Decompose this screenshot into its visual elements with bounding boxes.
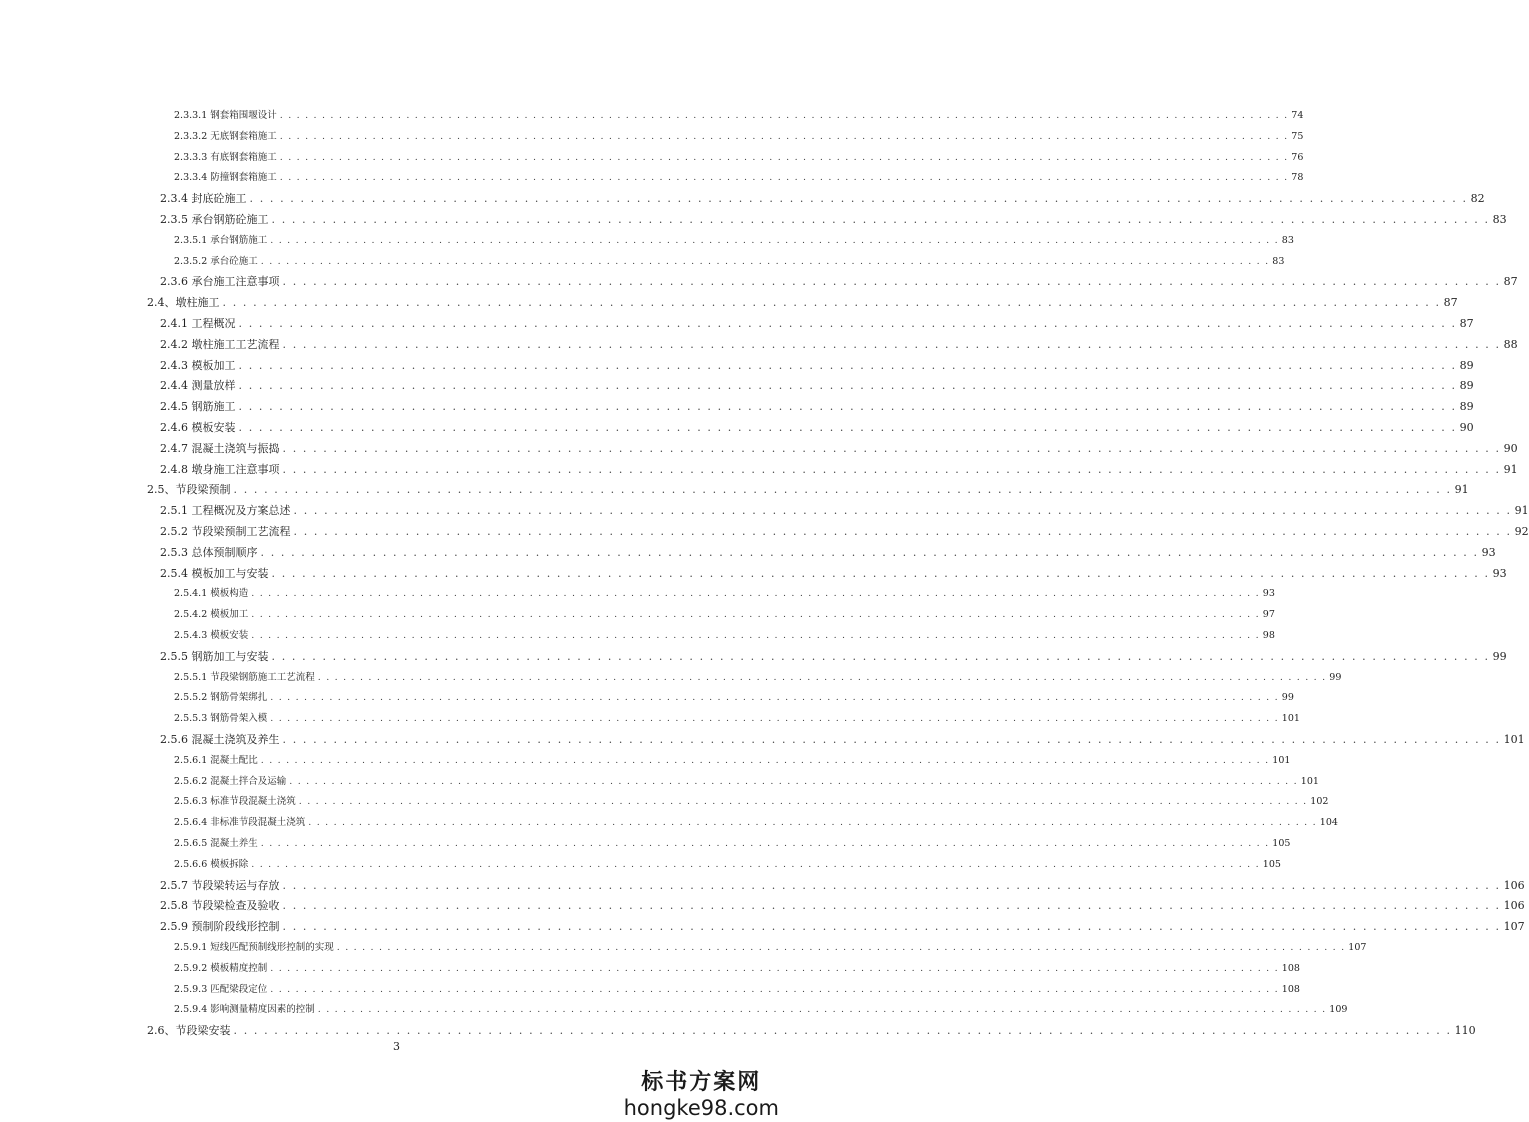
toc-entry-title: 2.5.7 节段梁转运与存放 [160, 878, 280, 892]
toc-entry-page: 74 [1291, 110, 1304, 121]
toc-entry-page: 87 [1443, 296, 1458, 310]
toc-entry-title: 2.5.8 节段梁检查及验收 [160, 899, 280, 913]
toc-dot-leader: . . . . . . . . . . . . . . . . . . . . . . . . . . . . . . . . . . . . . . . . . . . . . . . . . . . . . . . . . . . . . . . . . . . . . . . . . . . . . . . . . . . . . . . . . . . . . . . . . . . . . . . . . . . . . . . . . . . . . . . . [308, 817, 1317, 829]
toc-entry-page: 83 [1492, 213, 1507, 226]
toc-dot-leader: . . . . . . . . . . . . . . . . . . . . . . . . . . . . . . . . . . . . . . . . . . . . . . . . . . . . . . . . . . . . . . . . . . . . . . . . . . . . . . . . . . . . . . . . . . . . . . . . . . . . . . . . . . . . . . . . . . . . . . . . [238, 317, 1457, 330]
toc-entry-title: 2.3.4 封底砼施工 [160, 192, 247, 206]
toc-dot-leader: . . . . . . . . . . . . . . . . . . . . . . . . . . . . . . . . . . . . . . . . . . . . . . . . . . . . . . . . . . . . . . . . . . . . . . . . . . . . . . . . . . . . . . . . . . . . . . . . . . . . . . . . . . . . . . . . . . . . . . . . [238, 421, 1457, 434]
toc-entry-title: 2.5.5.3 钢筋骨架入模 [174, 713, 268, 725]
toc-entry[interactable] [160, 501, 1529, 522]
toc-entry[interactable] [174, 148, 1304, 169]
toc-entry-page: 108 [1281, 983, 1300, 995]
toc-entry-title: 2.4.2 墩柱施工工艺流程 [160, 337, 280, 351]
toc-entry-page: 83 [1281, 234, 1294, 246]
toc-dot-leader: . . . . . . . . . . . . . . . . . . . . . . . . . . . . . . . . . . . . . . . . . . . . . . . . . . . . . . . . . . . . . . . . . . . . . . . . . . . . . . . . . . . . . . . . . . . . . . . . . . . . . . . . . . . . . . . . . . . . . . . . [222, 296, 1441, 310]
toc-dot-leader: . . . . . . . . . . . . . . . . . . . . . . . . . . . . . . . . . . . . . . . . . . . . . . . . . . . . . . . . . . . . . . . . . . . . . . . . . . . . . . . . . . . . . . . . . . . . . . . . . . . . . . . . . . . . . . . . . . . . . . . . [270, 234, 1279, 246]
toc-entry-page: 108 [1281, 962, 1300, 974]
toc-entry-page: 92 [1514, 525, 1529, 538]
toc-entry-page: 93 [1481, 545, 1496, 559]
toc-entry[interactable] [174, 834, 1291, 855]
toc-entry-title: 2.5.6.3 标准节段混凝土浇筑 [174, 796, 296, 808]
toc-dot-leader: . . . . . . . . . . . . . . . . . . . . . . . . . . . . . . . . . . . . . . . . . . . . . . . . . . . . . . . . . . . . . . . . . . . . . . . . . . . . . . . . . . . . . . . . . . . . . . . . . . . . . . . . . . . . . . . . . . . . . . . . [251, 858, 1260, 870]
toc-entry[interactable] [160, 376, 1474, 397]
toc-dot-leader: . . . . . . . . . . . . . . . . . . . . . . . . . . . . . . . . . . . . . . . . . . . . . . . . . . . . . . . . . . . . . . . . . . . . . . . . . . . . . . . . . . . . . . . . . . . . . . . . . . . . . . . . . . . . . . . . . . . . . . . . [293, 525, 1512, 538]
toc-entry-page: 89 [1459, 358, 1474, 372]
toc-dot-leader: . . . . . . . . . . . . . . . . . . . . . . . . . . . . . . . . . . . . . . . . . . . . . . . . . . . . . . . . . . . . . . . . . . . . . . . . . . . . . . . . . . . . . . . . . . . . . . . . . . . . . . . . . . . . . . . . . . . . . . . . [282, 441, 1501, 455]
toc-entry-title: 2.4.8 墩身施工注意事项 [160, 462, 280, 476]
toc-dot-leader: . . . . . . . . . . . . . . . . . . . . . . . . . . . . . . . . . . . . . . . . . . . . . . . . . . . . . . . . . . . . . . . . . . . . . . . . . . . . . . . . . . . . . . . . . . . . . . . . . . . . . . . . . . . . . . . . . . . . . . . . [270, 713, 1279, 725]
toc-dot-leader: . . . . . . . . . . . . . . . . . . . . . . . . . . . . . . . . . . . . . . . . . . . . . . . . . . . . . . . . . . . . . . . . . . . . . . . . . . . . . . . . . . . . . . . . . . . . . . . . . . . . . . . . . . . . . . . . . . . . . . . . [251, 609, 1260, 621]
toc-entry[interactable] [174, 168, 1304, 189]
toc-entry[interactable] [174, 959, 1300, 980]
toc-entry[interactable] [174, 106, 1304, 127]
toc-entry-page: 82 [1470, 192, 1485, 206]
toc-entry-title: 2.4.4 测量放样 [160, 379, 236, 393]
toc-entry[interactable] [160, 418, 1474, 439]
toc-dot-leader: . . . . . . . . . . . . . . . . . . . . . . . . . . . . . . . . . . . . . . . . . . . . . . . . . . . . . . . . . . . . . . . . . . . . . . . . . . . . . . . . . . . . . . . . . . . . . . . . . . . . . . . . . . . . . . . . . . . . . . . . [238, 358, 1457, 372]
toc-dot-leader: . . . . . . . . . . . . . . . . . . . . . . . . . . . . . . . . . . . . . . . . . . . . . . . . . . . . . . . . . . . . . . . . . . . . . . . . . . . . . . . . . . . . . . . . . . . . . . . . . . . . . . . . . . . . . . . . . . . . . . . . [289, 775, 1298, 787]
toc-entry-title: 2.3.3.2 无底钢套箱施工 [174, 130, 277, 142]
toc-entry[interactable] [160, 564, 1507, 585]
toc-dot-leader: . . . . . . . . . . . . . . . . . . . . . . . . . . . . . . . . . . . . . . . . . . . . . . . . . . . . . . . . . . . . . . . . . . . . . . . . . . . . . . . . . . . . . . . . . . . . . . . . . . . . . . . . . . . . . . . . . . . . . . . . [317, 1004, 1327, 1016]
toc-entry-page: 87 [1459, 317, 1474, 330]
toc-dot-leader: . . . . . . . . . . . . . . . . . . . . . . . . . . . . . . . . . . . . . . . . . . . . . . . . . . . . . . . . . . . . . . . . . . . . . . . . . . . . . . . . . . . . . . . . . . . . . . . . . . . . . . . . . . . . . . . . . . . . . . . . [282, 337, 1501, 351]
toc-entry[interactable] [160, 189, 1485, 210]
toc-entry-page: 89 [1459, 379, 1474, 393]
watermark-en-text: hongke98.com [623, 1096, 779, 1120]
toc-entry[interactable] [174, 709, 1300, 730]
toc-entry[interactable] [174, 626, 1275, 647]
toc-entry-title: 2.5.9.2 模板精度控制 [174, 962, 268, 974]
toc-dot-leader: . . . . . . . . . . . . . . . . . . . . . . . . . . . . . . . . . . . . . . . . . . . . . . . . . . . . . . . . . . . . . . . . . . . . . . . . . . . . . . . . . . . . . . . . . . . . . . . . . . . . . . . . . . . . . . . . . . . . . . . . [233, 1024, 1452, 1038]
toc-entry-title: 2.3.3.4 防撞钢套箱施工 [174, 172, 277, 184]
toc-entry[interactable] [174, 751, 1291, 772]
toc-dot-leader: . . . . . . . . . . . . . . . . . . . . . . . . . . . . . . . . . . . . . . . . . . . . . . . . . . . . . . . . . . . . . . . . . . . . . . . . . . . . . . . . . . . . . . . . . . . . . . . . . . . . . . . . . . . . . . . . . . . . . . . . [260, 545, 1479, 559]
toc-entry-title: 2.5.6.2 混凝土拌合及运输 [174, 775, 287, 787]
toc-entry-page: 78 [1291, 172, 1304, 184]
toc-entry-page: 101 [1300, 775, 1319, 787]
toc-entry-title: 2.5.4.3 模板安装 [174, 630, 249, 641]
toc-entry[interactable] [147, 1021, 1476, 1042]
toc-dot-leader: . . . . . . . . . . . . . . . . . . . . . . . . . . . . . . . . . . . . . . . . . . . . . . . . . . . . . . . . . . . . . . . . . . . . . . . . . . . . . . . . . . . . . . . . . . . . . . . . . . . . . . . . . . . . . . . . . . . . . . . . [271, 213, 1490, 226]
toc-entry-page: 91 [1503, 462, 1518, 476]
toc-dot-leader: . . . . . . . . . . . . . . . . . . . . . . . . . . . . . . . . . . . . . . . . . . . . . . . . . . . . . . . . . . . . . . . . . . . . . . . . . . . . . . . . . . . . . . . . . . . . . . . . . . . . . . . . . . . . . . . . . . . . . . . . [238, 400, 1457, 414]
toc-entry-title: 2.5.6.4 非标准节段混凝土浇筑 [174, 817, 306, 829]
toc-dot-leader: . . . . . . . . . . . . . . . . . . . . . . . . . . . . . . . . . . . . . . . . . . . . . . . . . . . . . . . . . . . . . . . . . . . . . . . . . . . . . . . . . . . . . . . . . . . . . . . . . . . . . . . . . . . . . . . . . . . . . . . . [271, 566, 1490, 580]
toc-dot-leader: . . . . . . . . . . . . . . . . . . . . . . . . . . . . . . . . . . . . . . . . . . . . . . . . . . . . . . . . . . . . . . . . . . . . . . . . . . . . . . . . . . . . . . . . . . . . . . . . . . . . . . . . . . . . . . . . . . . . . . . . [279, 172, 1289, 184]
toc-entry-title: 2.5.6.5 混凝土养生 [174, 838, 258, 849]
toc-entry-page: 106 [1503, 899, 1525, 913]
toc-dot-leader: . . . . . . . . . . . . . . . . . . . . . . . . . . . . . . . . . . . . . . . . . . . . . . . . . . . . . . . . . . . . . . . . . . . . . . . . . . . . . . . . . . . . . . . . . . . . . . . . . . . . . . . . . . . . . . . . . . . . . . . . [249, 192, 1468, 206]
toc-entry-page: 91 [1514, 504, 1529, 518]
toc-entry-title: 2.5.5.2 钢筋骨架绑扎 [174, 692, 268, 704]
toc-entry-title: 2.5、节段梁预制 [147, 483, 231, 497]
toc-entry-page: 109 [1329, 1004, 1348, 1016]
toc-entry-page: 88 [1503, 337, 1518, 351]
toc-entry-page: 93 [1262, 588, 1275, 600]
toc-entry-page: 76 [1291, 151, 1304, 163]
toc-entry[interactable] [174, 127, 1304, 148]
toc-dot-leader: . . . . . . . . . . . . . . . . . . . . . . . . . . . . . . . . . . . . . . . . . . . . . . . . . . . . . . . . . . . . . . . . . . . . . . . . . . . . . . . . . . . . . . . . . . . . . . . . . . . . . . . . . . . . . . . . . . . . . . . . [282, 899, 1501, 913]
toc-entry[interactable] [160, 522, 1529, 543]
toc-entry-page: 91 [1454, 483, 1469, 497]
toc-entry[interactable] [174, 688, 1294, 709]
toc-entry[interactable] [160, 314, 1474, 335]
toc-entry[interactable] [160, 439, 1518, 460]
toc-dot-leader: . . . . . . . . . . . . . . . . . . . . . . . . . . . . . . . . . . . . . . . . . . . . . . . . . . . . . . . . . . . . . . . . . . . . . . . . . . . . . . . . . . . . . . . . . . . . . . . . . . . . . . . . . . . . . . . . . . . . . . . . [251, 588, 1260, 600]
toc-entry-page: 105 [1272, 838, 1291, 849]
toc-entry-title: 2.5.4.2 模板加工 [174, 609, 249, 621]
toc-dot-leader: . . . . . . . . . . . . . . . . . . . . . . . . . . . . . . . . . . . . . . . . . . . . . . . . . . . . . . . . . . . . . . . . . . . . . . . . . . . . . . . . . . . . . . . . . . . . . . . . . . . . . . . . . . . . . . . . . . . . . . . . [279, 110, 1289, 121]
toc-entry-page: 90 [1503, 441, 1518, 455]
watermark-logo [624, 1070, 779, 1120]
toc-dot-leader: . . . . . . . . . . . . . . . . . . . . . . . . . . . . . . . . . . . . . . . . . . . . . . . . . . . . . . . . . . . . . . . . . . . . . . . . . . . . . . . . . . . . . . . . . . . . . . . . . . . . . . . . . . . . . . . . . . . . . . . . [251, 630, 1260, 641]
toc-entry[interactable] [174, 813, 1338, 834]
toc-entry[interactable] [174, 252, 1285, 273]
toc-entry-page: 101 [1503, 733, 1525, 746]
toc-entry[interactable] [174, 584, 1275, 605]
toc-entry-title: 2.4.7 混凝土浇筑与振捣 [160, 441, 280, 455]
toc-entry-title: 2.3.6 承台施工注意事项 [160, 275, 280, 289]
toc-dot-leader: . . . . . . . . . . . . . . . . . . . . . . . . . . . . . . . . . . . . . . . . . . . . . . . . . . . . . . . . . . . . . . . . . . . . . . . . . . . . . . . . . . . . . . . . . . . . . . . . . . . . . . . . . . . . . . . . . . . . . . . . [270, 983, 1279, 995]
toc-entry-title: 2.5.6 混凝土浇筑及养生 [160, 733, 280, 746]
toc-entry-page: 83 [1272, 255, 1285, 267]
toc-entry[interactable] [160, 896, 1525, 917]
toc-entry-page: 105 [1262, 858, 1281, 870]
toc-dot-leader: . . . . . . . . . . . . . . . . . . . . . . . . . . . . . . . . . . . . . . . . . . . . . . . . . . . . . . . . . . . . . . . . . . . . . . . . . . . . . . . . . . . . . . . . . . . . . . . . . . . . . . . . . . . . . . . . . . . . . . . . [282, 920, 1501, 934]
toc-entry-title: 2.5.4 模板加工与安装 [160, 566, 269, 580]
page-number: 3 [393, 1040, 400, 1053]
toc-entry-title: 2.3.5.2 承台砼施工 [174, 255, 258, 267]
toc-entry-title: 2.3.5 承台钢筋砼施工 [160, 213, 269, 226]
toc-entry-title: 2.5.1 工程概况及方案总述 [160, 504, 291, 518]
toc-entry[interactable] [174, 668, 1342, 689]
toc-entry[interactable] [147, 480, 1469, 501]
toc-entry-title: 2.4.6 模板安装 [160, 421, 236, 434]
toc-entry-title: 2.4.5 钢筋施工 [160, 400, 236, 414]
toc-dot-leader: . . . . . . . . . . . . . . . . . . . . . . . . . . . . . . . . . . . . . . . . . . . . . . . . . . . . . . . . . . . . . . . . . . . . . . . . . . . . . . . . . . . . . . . . . . . . . . . . . . . . . . . . . . . . . . . . . . . . . . . . [270, 962, 1279, 974]
toc-entry[interactable] [160, 730, 1525, 751]
toc-entry[interactable] [160, 876, 1525, 897]
toc-entry-page: 97 [1262, 609, 1275, 621]
toc-entry-page: 98 [1262, 630, 1275, 641]
toc-entry-page: 90 [1459, 421, 1474, 434]
toc-dot-leader: . . . . . . . . . . . . . . . . . . . . . . . . . . . . . . . . . . . . . . . . . . . . . . . . . . . . . . . . . . . . . . . . . . . . . . . . . . . . . . . . . . . . . . . . . . . . . . . . . . . . . . . . . . . . . . . . . . . . . . . . [336, 942, 1346, 953]
toc-entry[interactable] [174, 231, 1294, 252]
toc-entry-page: 101 [1281, 713, 1300, 725]
toc-entry-page: 107 [1503, 920, 1525, 934]
toc-entry-title: 2.5.5 钢筋加工与安装 [160, 649, 269, 663]
toc-entry[interactable] [160, 543, 1496, 564]
toc-dot-leader: . . . . . . . . . . . . . . . . . . . . . . . . . . . . . . . . . . . . . . . . . . . . . . . . . . . . . . . . . . . . . . . . . . . . . . . . . . . . . . . . . . . . . . . . . . . . . . . . . . . . . . . . . . . . . . . . . . . . . . . . [279, 151, 1289, 163]
toc-dot-leader: . . . . . . . . . . . . . . . . . . . . . . . . . . . . . . . . . . . . . . . . . . . . . . . . . . . . . . . . . . . . . . . . . . . . . . . . . . . . . . . . . . . . . . . . . . . . . . . . . . . . . . . . . . . . . . . . . . . . . . . . [260, 754, 1270, 766]
toc-dot-leader: . . . . . . . . . . . . . . . . . . . . . . . . . . . . . . . . . . . . . . . . . . . . . . . . . . . . . . . . . . . . . . . . . . . . . . . . . . . . . . . . . . . . . . . . . . . . . . . . . . . . . . . . . . . . . . . . . . . . . . . . [233, 483, 1452, 497]
toc-dot-leader: . . . . . . . . . . . . . . . . . . . . . . . . . . . . . . . . . . . . . . . . . . . . . . . . . . . . . . . . . . . . . . . . . . . . . . . . . . . . . . . . . . . . . . . . . . . . . . . . . . . . . . . . . . . . . . . . . . . . . . . . [282, 462, 1501, 476]
toc-entry-title: 2.4.1 工程概况 [160, 317, 236, 330]
toc-dot-leader: . . . . . . . . . . . . . . . . . . . . . . . . . . . . . . . . . . . . . . . . . . . . . . . . . . . . . . . . . . . . . . . . . . . . . . . . . . . . . . . . . . . . . . . . . . . . . . . . . . . . . . . . . . . . . . . . . . . . . . . . [279, 130, 1289, 142]
toc-entry[interactable] [160, 397, 1474, 418]
toc-entry-title: 2.5.9.3 匹配梁段定位 [174, 983, 268, 995]
toc-entry-title: 2.5.9 预制阶段线形控制 [160, 920, 280, 934]
toc-dot-leader: . . . . . . . . . . . . . . . . . . . . . . . . . . . . . . . . . . . . . . . . . . . . . . . . . . . . . . . . . . . . . . . . . . . . . . . . . . . . . . . . . . . . . . . . . . . . . . . . . . . . . . . . . . . . . . . . . . . . . . . . [317, 671, 1327, 683]
toc-entry[interactable] [160, 647, 1507, 668]
toc-entry-title: 2.5.2 节段梁预制工艺流程 [160, 525, 291, 538]
toc-entry-title: 2.5.9.4 影响测量精度因素的控制 [174, 1004, 315, 1016]
toc-entry-title: 2.3.3.3 有底钢套箱施工 [174, 151, 277, 163]
toc-dot-leader: . . . . . . . . . . . . . . . . . . . . . . . . . . . . . . . . . . . . . . . . . . . . . . . . . . . . . . . . . . . . . . . . . . . . . . . . . . . . . . . . . . . . . . . . . . . . . . . . . . . . . . . . . . . . . . . . . . . . . . . . [298, 796, 1308, 808]
toc-entry-page: 99 [1492, 649, 1507, 663]
toc-entry-page: 110 [1454, 1024, 1476, 1038]
toc-entry-page: 104 [1319, 817, 1338, 829]
toc-entry[interactable] [160, 335, 1518, 356]
toc-dot-leader: . . . . . . . . . . . . . . . . . . . . . . . . . . . . . . . . . . . . . . . . . . . . . . . . . . . . . . . . . . . . . . . . . . . . . . . . . . . . . . . . . . . . . . . . . . . . . . . . . . . . . . . . . . . . . . . . . . . . . . . . [260, 255, 1270, 267]
toc-entry-title: 2.5.5.1 节段梁钢筋施工工艺流程 [174, 671, 315, 683]
toc-entry-page: 107 [1348, 942, 1367, 953]
toc-entry[interactable] [160, 210, 1507, 231]
toc-entry[interactable] [174, 605, 1275, 626]
toc-entry-title: 2.5.6.6 模板拆除 [174, 858, 249, 870]
toc-entry[interactable] [174, 938, 1367, 959]
toc-entry-page: 106 [1503, 878, 1525, 892]
toc-dot-leader: . . . . . . . . . . . . . . . . . . . . . . . . . . . . . . . . . . . . . . . . . . . . . . . . . . . . . . . . . . . . . . . . . . . . . . . . . . . . . . . . . . . . . . . . . . . . . . . . . . . . . . . . . . . . . . . . . . . . . . . . [238, 379, 1457, 393]
toc-entry-page: 93 [1492, 566, 1507, 580]
toc-entry-page: 99 [1329, 671, 1342, 683]
toc-entry-title: 2.6、节段梁安装 [147, 1024, 231, 1038]
toc-dot-leader: . . . . . . . . . . . . . . . . . . . . . . . . . . . . . . . . . . . . . . . . . . . . . . . . . . . . . . . . . . . . . . . . . . . . . . . . . . . . . . . . . . . . . . . . . . . . . . . . . . . . . . . . . . . . . . . . . . . . . . . . [282, 733, 1501, 746]
toc-entry-page: 87 [1503, 275, 1518, 289]
toc-dot-leader: . . . . . . . . . . . . . . . . . . . . . . . . . . . . . . . . . . . . . . . . . . . . . . . . . . . . . . . . . . . . . . . . . . . . . . . . . . . . . . . . . . . . . . . . . . . . . . . . . . . . . . . . . . . . . . . . . . . . . . . . [270, 692, 1279, 704]
toc-entry-title: 2.5.9.1 短线匹配预制线形控制的实现 [174, 942, 334, 953]
toc-entry[interactable] [174, 772, 1319, 793]
toc-entry[interactable] [174, 792, 1329, 813]
toc-entry-page: 89 [1459, 400, 1474, 414]
toc-entry-title: 2.5.6.1 混凝土配比 [174, 754, 258, 766]
toc-entry[interactable] [174, 855, 1281, 876]
toc-entry-title: 2.5.4.1 模板构造 [174, 588, 249, 600]
toc-entry[interactable] [160, 272, 1518, 293]
toc-entry-title: 2.5.3 总体预制顺序 [160, 545, 258, 559]
toc-dot-leader: . . . . . . . . . . . . . . . . . . . . . . . . . . . . . . . . . . . . . . . . . . . . . . . . . . . . . . . . . . . . . . . . . . . . . . . . . . . . . . . . . . . . . . . . . . . . . . . . . . . . . . . . . . . . . . . . . . . . . . . . [260, 838, 1270, 849]
toc-entry-page: 101 [1272, 754, 1291, 766]
toc-entry-title: 2.4、墩柱施工 [147, 296, 220, 310]
toc-dot-leader: . . . . . . . . . . . . . . . . . . . . . . . . . . . . . . . . . . . . . . . . . . . . . . . . . . . . . . . . . . . . . . . . . . . . . . . . . . . . . . . . . . . . . . . . . . . . . . . . . . . . . . . . . . . . . . . . . . . . . . . . [282, 275, 1501, 289]
toc-entry-page: 75 [1291, 130, 1304, 142]
toc-dot-leader: . . . . . . . . . . . . . . . . . . . . . . . . . . . . . . . . . . . . . . . . . . . . . . . . . . . . . . . . . . . . . . . . . . . . . . . . . . . . . . . . . . . . . . . . . . . . . . . . . . . . . . . . . . . . . . . . . . . . . . . . [293, 504, 1512, 518]
toc-entry[interactable] [174, 980, 1300, 1001]
toc-entry[interactable] [160, 917, 1525, 938]
toc-entry-page: 102 [1310, 796, 1329, 808]
watermark-cn-text: 标书方案网 [641, 1070, 762, 1095]
toc-entry[interactable] [174, 1000, 1348, 1021]
toc-dot-leader: . . . . . . . . . . . . . . . . . . . . . . . . . . . . . . . . . . . . . . . . . . . . . . . . . . . . . . . . . . . . . . . . . . . . . . . . . . . . . . . . . . . . . . . . . . . . . . . . . . . . . . . . . . . . . . . . . . . . . . . . [282, 878, 1501, 892]
toc-dot-leader: . . . . . . . . . . . . . . . . . . . . . . . . . . . . . . . . . . . . . . . . . . . . . . . . . . . . . . . . . . . . . . . . . . . . . . . . . . . . . . . . . . . . . . . . . . . . . . . . . . . . . . . . . . . . . . . . . . . . . . . . [271, 649, 1490, 663]
toc-entry[interactable] [160, 460, 1518, 481]
toc-entry-page: 99 [1281, 692, 1294, 704]
toc-entry-title: 2.3.3.1 钢套箱围堰设计 [174, 110, 277, 121]
toc-entry[interactable] [147, 293, 1458, 314]
toc-entry[interactable] [160, 356, 1474, 377]
toc-entry-title: 2.3.5.1 承台钢筋施工 [174, 234, 268, 246]
toc-entry-title: 2.4.3 模板加工 [160, 358, 236, 372]
